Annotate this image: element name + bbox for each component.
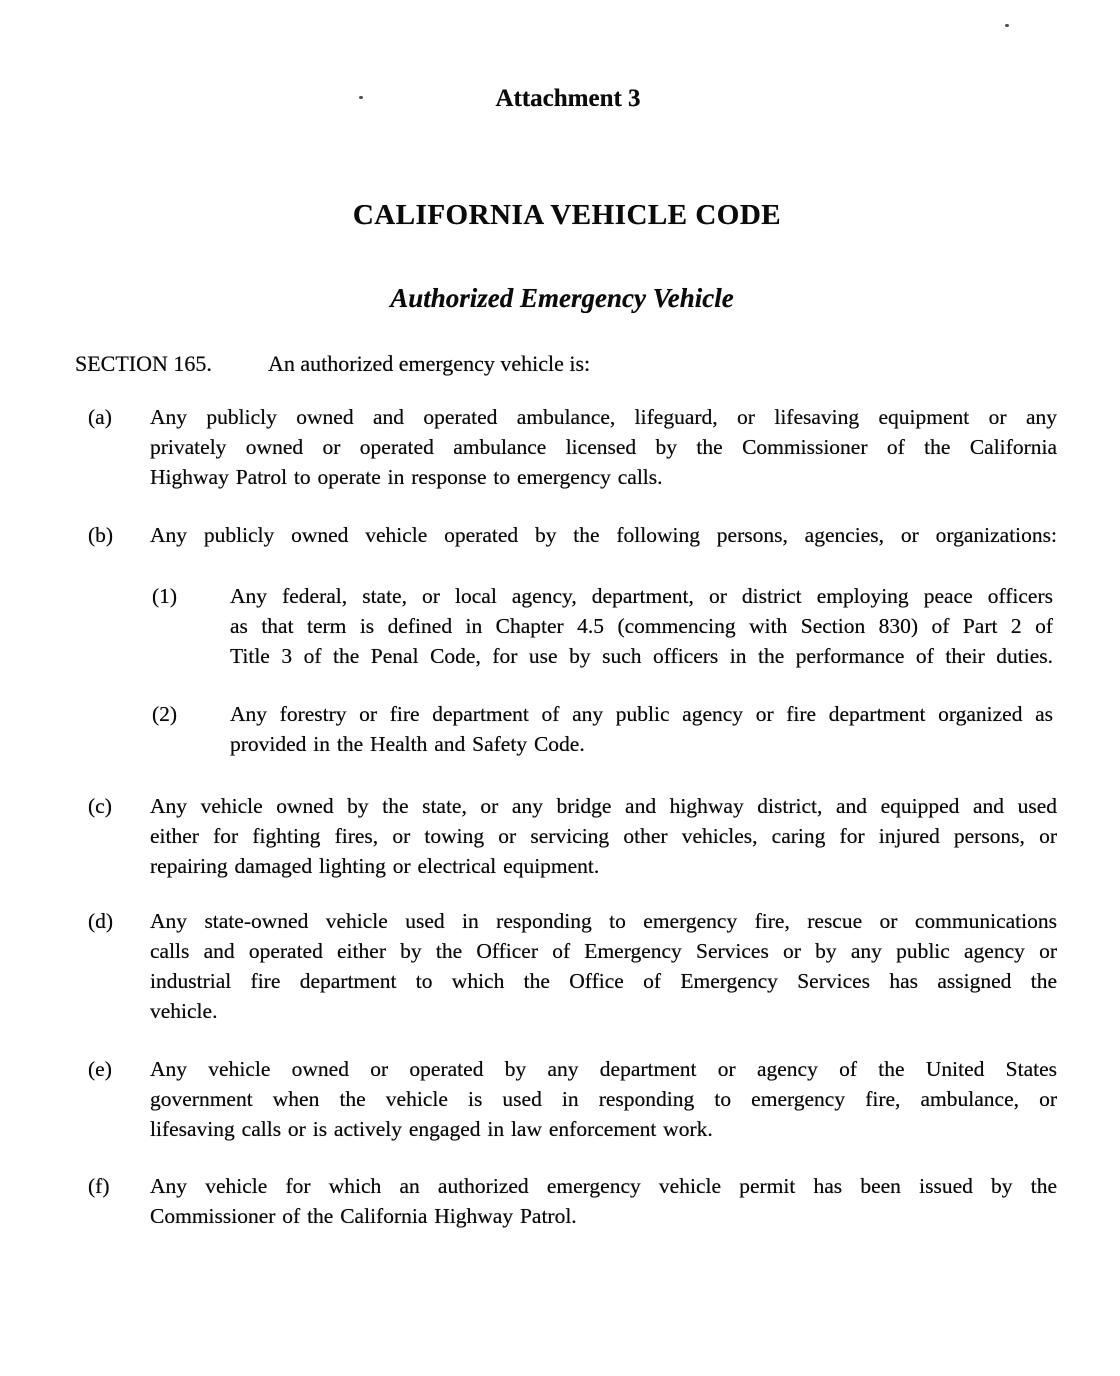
text-line: industrial fire department to which the Office of Emergency Services has assigned the	[150, 969, 1057, 993]
text-line: Title 3 of the Penal Code, for use by such officers in the performance of their duties.	[230, 644, 1053, 668]
item-text	[230, 581, 1053, 671]
section-number: SECTION 165.	[75, 351, 212, 376]
text-line: provided in the Health and Safety Code.	[230, 732, 585, 756]
text-line: either for fighting fires, or towing or servicing other vehicles, caring for injured persons, or	[150, 824, 1057, 848]
attachment-heading: Attachment 3	[495, 85, 641, 112]
item-label: (1)	[152, 584, 178, 608]
text-line: Highway Patrol to operate in response to emergency calls.	[150, 465, 663, 489]
item-text	[150, 1171, 1057, 1231]
document-subtitle: Authorized Emergency Vehicle	[390, 283, 734, 313]
section-intro-text: An authorized emergency vehicle is:	[268, 351, 591, 376]
item-text	[150, 402, 1057, 492]
text-line: vehicle.	[150, 999, 218, 1023]
item-label: (a)	[88, 405, 112, 429]
text-line: Any vehicle for which an authorized emergency vehicle permit has been issued by the	[150, 1174, 1057, 1198]
text-line: Any federal, state, or local agency, department, or district employing peace officers	[230, 584, 1053, 608]
text-line: repairing damaged lighting or electrical equipment.	[150, 854, 600, 878]
item-label: (b)	[88, 523, 114, 547]
item-label: (e)	[88, 1057, 112, 1081]
item-text	[150, 520, 1057, 550]
item-text	[230, 699, 1053, 759]
text-line: Any publicly owned vehicle operated by the following persons, agencies, or organizations:	[150, 523, 1057, 547]
text-line: Commissioner of the California Highway Patrol.	[150, 1204, 577, 1228]
scan-speck	[1005, 24, 1009, 27]
text-line: government when the vehicle is used in responding to emergency fire, ambulance, or	[150, 1087, 1057, 1111]
document-title: CALIFORNIA VEHICLE CODE	[352, 199, 782, 231]
text-line: Any state-owned vehicle used in responding to emergency fire, rescue or communications	[150, 909, 1057, 933]
item-text	[150, 1054, 1057, 1144]
text-line: as that term is defined in Chapter 4.5 (commencing with Section 830) of Part 2 of	[230, 614, 1053, 638]
item-label: (d)	[88, 909, 114, 933]
item-label: (f)	[88, 1174, 110, 1198]
text-line: Any vehicle owned or operated by any department or agency of the United States	[150, 1057, 1057, 1081]
text-line: privately owned or operated ambulance licensed by the Commissioner of the California	[150, 435, 1057, 459]
item-text	[150, 906, 1057, 1026]
item-label: (c)	[88, 794, 112, 818]
item-label: (2)	[152, 702, 178, 726]
text-line: Any publicly owned and operated ambulance, lifeguard, or lifesaving equipment or any	[150, 405, 1057, 429]
section-heading	[75, 349, 1075, 379]
text-line: lifesaving calls or is actively engaged in law enforcement work.	[150, 1117, 713, 1141]
text-line: Any vehicle owned by the state, or any bridge and highway district, and equipped and used	[150, 794, 1057, 818]
text-line: calls and operated either by the Officer of Emergency Services or by any public agency or	[150, 939, 1057, 963]
item-text	[150, 791, 1057, 881]
text-line: Any forestry or fire department of any public agency or fire department organized as	[230, 702, 1053, 726]
